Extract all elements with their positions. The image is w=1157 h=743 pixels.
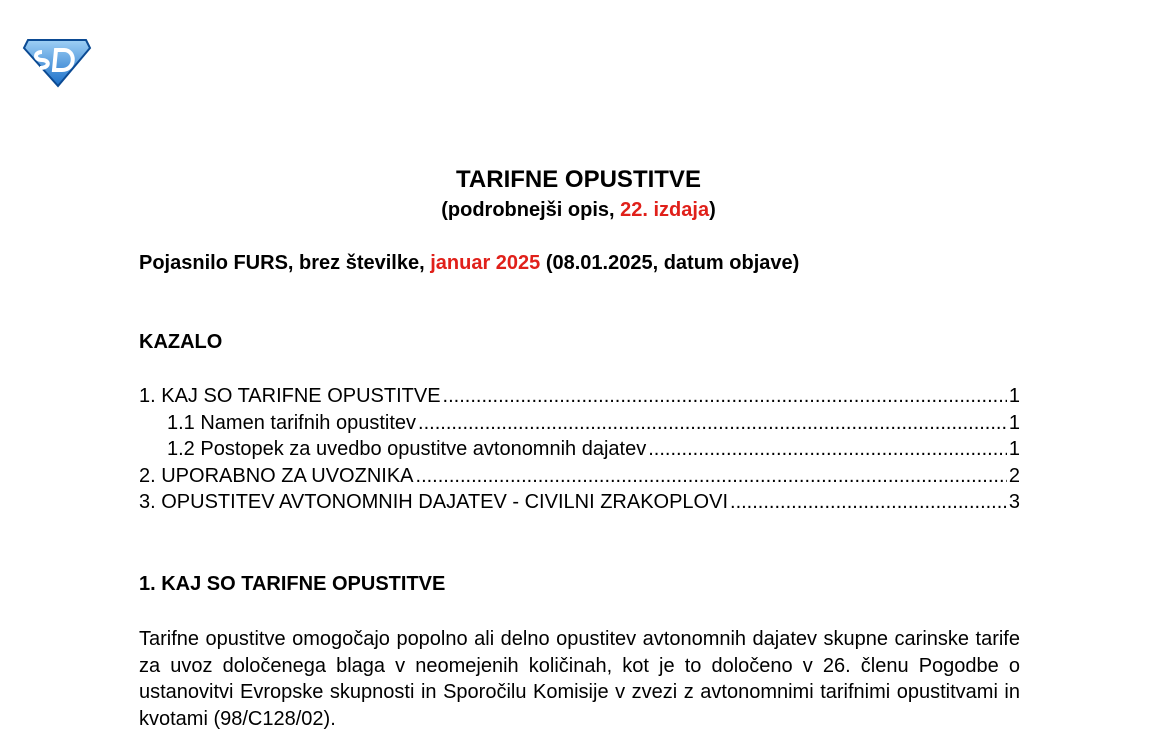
toc-entry[interactable] (139, 384, 1020, 411)
toc-leader-dots (443, 384, 1007, 408)
publication-date: (08.01.2025, datum objave) (540, 252, 800, 274)
subtitle-close: ) (709, 199, 716, 221)
toc-heading: KAZALO (139, 331, 223, 353)
toc-entry[interactable] (139, 437, 1020, 464)
toc-leader-dots (730, 490, 1007, 514)
toc-entry[interactable] (139, 411, 1020, 438)
toc-leader-dots (416, 464, 1007, 488)
toc-leader-dots (418, 411, 1007, 435)
toc-entry[interactable] (139, 490, 1020, 517)
subtitle-text: (podrobnejši opis, (441, 199, 621, 221)
edition-number: 22. izdaja (620, 199, 710, 221)
toc-entry-page: 1 (1008, 411, 1020, 434)
toc-entry-page: 3 (1008, 491, 1020, 513)
toc-entry-label: 1.1 Namen tarifnih opustitev (167, 411, 417, 434)
document-title: TARIFNE OPUSTITVE (456, 166, 701, 193)
toc-entry-label: 2. UPORABNO ZA UVOZNIKA (139, 464, 414, 487)
toc-entry[interactable] (139, 464, 1020, 491)
company-logo (20, 34, 94, 90)
toc-entry-label: 3. OPUSTITEV AVTONOMNIH DAJATEV - CIVILNI ZRAKOPLOVI (139, 491, 729, 513)
explanation-line (139, 251, 799, 275)
body-paragraph: Tarifne opustitve omogočajo popolno ali delno opustitev avtonomnih dajatev skupne carinske tarife za uvoz določenega blaga v neomejenih količinah, kot je to določeno v 26. členu Pogodbe o ustanovitvi Evropske skupnosti in Sporočilu Komisije v zvezi z avtonomnimi tarifnimi opustitvami in kvotami (98/C128/02). (139, 628, 1020, 730)
toc-entry-page: 1 (1008, 438, 1020, 460)
table-of-contents (139, 384, 1020, 517)
explanation-date: januar 2025 (430, 252, 541, 274)
toc-leader-dots (648, 437, 1007, 461)
toc-entry-page: 1 (1008, 385, 1020, 407)
toc-entry-label: 1.2 Postopek za uvedbo opustitve avtonomnih dajatev (167, 438, 647, 460)
document-subtitle (0, 198, 1157, 222)
explanation-text: Pojasnilo FURS, brez številke, (139, 252, 431, 274)
section-heading: 1. KAJ SO TARIFNE OPUSTITVE (139, 573, 446, 595)
toc-entry-label: 1. KAJ SO TARIFNE OPUSTITVE (139, 385, 441, 407)
toc-entry-page: 2 (1008, 464, 1020, 487)
